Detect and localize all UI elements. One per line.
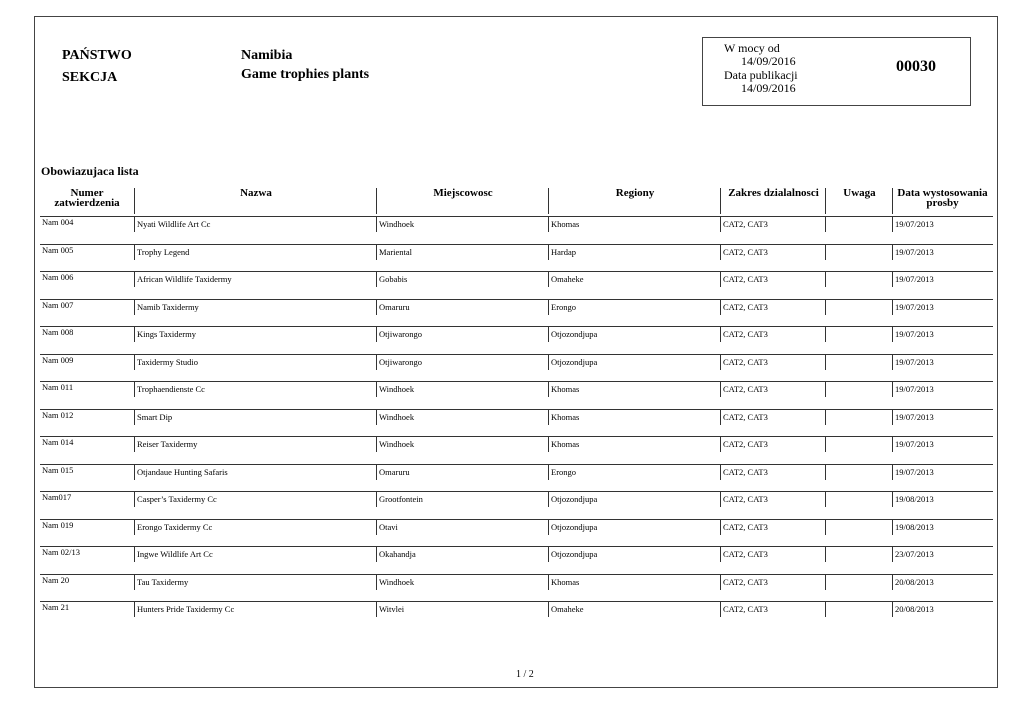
table-cell: CAT2, CAT3 bbox=[723, 356, 768, 367]
cell-divider bbox=[548, 216, 549, 232]
cell-divider bbox=[548, 381, 549, 397]
cell-divider bbox=[892, 491, 893, 507]
table-cell: Khomas bbox=[551, 576, 580, 587]
table-cell: Nam 014 bbox=[42, 437, 74, 447]
table-cell: CAT2, CAT3 bbox=[723, 384, 768, 394]
cell-divider bbox=[892, 464, 893, 480]
cell-divider bbox=[548, 491, 549, 507]
cell-divider bbox=[548, 244, 549, 260]
table-cell: 19/07/2013 bbox=[895, 219, 934, 229]
cell-divider bbox=[134, 381, 135, 397]
table-cell: 19/07/2013 bbox=[895, 329, 934, 339]
cell-divider bbox=[376, 574, 377, 590]
table-cell: Omaheke bbox=[551, 604, 584, 614]
table-row bbox=[40, 244, 993, 272]
table-cell: Namib Taxidermy bbox=[137, 301, 199, 312]
table-cell: CAT2, CAT3 bbox=[723, 219, 768, 229]
cell-divider bbox=[720, 271, 721, 287]
table-cell: Smart Dip bbox=[137, 411, 173, 422]
table-row bbox=[40, 546, 993, 574]
table-cell: Nam 02/13 bbox=[42, 547, 81, 557]
table-cell: Nam017 bbox=[42, 492, 72, 502]
cell-divider bbox=[892, 271, 893, 287]
table-cell: Nam 011 bbox=[42, 382, 74, 392]
cell-divider bbox=[825, 601, 826, 617]
row-divider bbox=[40, 601, 993, 602]
row-divider bbox=[40, 491, 993, 492]
column-divider bbox=[548, 188, 549, 214]
column-header: Regiony bbox=[615, 187, 655, 199]
cell-divider bbox=[720, 574, 721, 590]
table-cell: Otjozondjupa bbox=[551, 356, 598, 367]
table-cell: Nam 012 bbox=[42, 409, 74, 420]
table-cell: CAT2, CAT3 bbox=[723, 604, 768, 614]
table-cell: Nam 21 bbox=[42, 602, 70, 612]
cell-divider bbox=[134, 409, 135, 425]
table-cell: Otjozondjupa bbox=[551, 494, 598, 504]
cell-divider bbox=[892, 354, 893, 370]
table-cell: CAT2, CAT3 bbox=[723, 521, 768, 532]
table-cell: Erongo bbox=[551, 301, 577, 312]
table-cell: Omaruru bbox=[379, 301, 410, 312]
table-cell: Otjiwarongo bbox=[379, 329, 422, 339]
cell-divider bbox=[376, 271, 377, 287]
table-cell: Hunters Pride Taxidermy Cc bbox=[137, 604, 235, 614]
cell-divider bbox=[720, 464, 721, 480]
table-cell: Tau Taxidermy bbox=[137, 576, 189, 587]
row-divider bbox=[40, 381, 993, 382]
table-cell: 19/08/2013 bbox=[895, 521, 934, 532]
cell-divider bbox=[548, 546, 549, 562]
cell-divider bbox=[134, 546, 135, 562]
row-divider bbox=[40, 546, 993, 547]
table-cell: 19/08/2013 bbox=[895, 494, 934, 504]
cell-divider bbox=[548, 409, 549, 425]
table-cell: Mariental bbox=[379, 246, 413, 257]
table-cell: Okahandja bbox=[379, 549, 416, 559]
cell-divider bbox=[376, 519, 377, 535]
cell-divider bbox=[720, 216, 721, 232]
table-cell: Casper’s Taxidermy Cc bbox=[137, 494, 217, 504]
table-cell: 19/07/2013 bbox=[895, 384, 934, 394]
cell-divider bbox=[134, 244, 135, 260]
cell-divider bbox=[134, 519, 135, 535]
cell-divider bbox=[720, 601, 721, 617]
cell-divider bbox=[825, 574, 826, 590]
row-divider bbox=[40, 519, 993, 520]
row-divider bbox=[40, 216, 993, 217]
table-cell: Khomas bbox=[551, 411, 580, 422]
cell-divider bbox=[825, 491, 826, 507]
cell-divider bbox=[548, 326, 549, 342]
table-cell: Khomas bbox=[551, 384, 580, 394]
table-cell: Nam 20 bbox=[42, 574, 70, 585]
cell-divider bbox=[134, 271, 135, 287]
table-cell: Windhoek bbox=[379, 219, 415, 229]
table-cell: Otavi bbox=[379, 521, 398, 532]
table-cell: 23/07/2013 bbox=[895, 549, 934, 559]
table-cell: Omaheke bbox=[551, 274, 584, 284]
table-cell: 19/07/2013 bbox=[895, 301, 934, 312]
table-cell: Nyati Wildlife Art Cc bbox=[137, 219, 211, 229]
cell-divider bbox=[376, 354, 377, 370]
cell-divider bbox=[825, 299, 826, 315]
table-cell: Otjiwarongo bbox=[379, 356, 422, 367]
table-cell: Reiser Taxidermy bbox=[137, 439, 198, 449]
cell-divider bbox=[548, 574, 549, 590]
table-cell: CAT2, CAT3 bbox=[723, 576, 768, 587]
cell-divider bbox=[548, 299, 549, 315]
cell-divider bbox=[720, 299, 721, 315]
table-cell: CAT2, CAT3 bbox=[723, 411, 768, 422]
cell-divider bbox=[134, 436, 135, 452]
cell-divider bbox=[376, 409, 377, 425]
cell-divider bbox=[134, 601, 135, 617]
valid-from-label: W mocy od bbox=[724, 41, 780, 55]
cell-divider bbox=[720, 519, 721, 535]
section-label: SEKCJA bbox=[62, 70, 118, 85]
cell-divider bbox=[376, 326, 377, 342]
table-cell: Kings Taxidermy bbox=[137, 329, 196, 339]
table-row bbox=[40, 381, 993, 409]
column-divider bbox=[134, 188, 135, 214]
cell-divider bbox=[376, 436, 377, 452]
cell-divider bbox=[548, 464, 549, 480]
table-cell: 20/08/2013 bbox=[895, 604, 934, 614]
pagination: 1 / 2 bbox=[516, 669, 534, 680]
cell-divider bbox=[548, 271, 549, 287]
table-cell: 19/07/2013 bbox=[895, 356, 934, 367]
column-header: Nazwa bbox=[240, 187, 272, 199]
cell-divider bbox=[134, 354, 135, 370]
table-row bbox=[40, 326, 993, 354]
table-cell: Ingwe Wildlife Art Cc bbox=[137, 549, 213, 559]
row-divider bbox=[40, 326, 993, 327]
table-row bbox=[40, 601, 993, 629]
table-cell: Nam 019 bbox=[42, 519, 74, 530]
cell-divider bbox=[134, 464, 135, 480]
table-cell: Khomas bbox=[551, 439, 580, 449]
table-cell: Windhoek bbox=[379, 384, 415, 394]
column-header: Miejscowosc bbox=[433, 187, 493, 199]
table-cell: Erongo bbox=[551, 466, 577, 477]
table-cell: 19/07/2013 bbox=[895, 274, 934, 284]
cell-divider bbox=[720, 546, 721, 562]
table-cell: Windhoek bbox=[379, 439, 415, 449]
cell-divider bbox=[376, 601, 377, 617]
table-cell: CAT2, CAT3 bbox=[723, 301, 768, 312]
cell-divider bbox=[720, 491, 721, 507]
cell-divider bbox=[892, 409, 893, 425]
table-cell: Nam 005 bbox=[42, 244, 74, 255]
country-value: Namibia bbox=[241, 48, 293, 63]
row-divider bbox=[40, 354, 993, 355]
table-row bbox=[40, 464, 993, 492]
table-cell: 19/07/2013 bbox=[895, 466, 934, 477]
table-cell: CAT2, CAT3 bbox=[723, 246, 768, 257]
table-cell: Windhoek bbox=[379, 411, 415, 422]
cell-divider bbox=[376, 216, 377, 232]
cell-divider bbox=[720, 381, 721, 397]
table-cell: CAT2, CAT3 bbox=[723, 466, 768, 477]
cell-divider bbox=[548, 601, 549, 617]
table-cell: Otjozondjupa bbox=[551, 521, 598, 532]
table-cell: Nam 008 bbox=[42, 327, 74, 337]
cell-divider bbox=[892, 574, 893, 590]
table-cell: Nam 006 bbox=[42, 272, 74, 282]
cell-divider bbox=[720, 354, 721, 370]
table-cell: Trophy Legend bbox=[137, 246, 190, 257]
row-divider bbox=[40, 409, 993, 410]
table-row bbox=[40, 491, 993, 519]
cell-divider bbox=[825, 381, 826, 397]
table-cell: Gobabis bbox=[379, 274, 408, 284]
row-divider bbox=[40, 436, 993, 437]
cell-divider bbox=[825, 326, 826, 342]
cell-divider bbox=[134, 216, 135, 232]
cell-divider bbox=[720, 409, 721, 425]
cell-divider bbox=[825, 244, 826, 260]
table-cell: Nam 015 bbox=[42, 464, 74, 475]
column-header: Zakres dzialalnosci bbox=[728, 187, 819, 199]
table-cell: CAT2, CAT3 bbox=[723, 439, 768, 449]
table-cell: CAT2, CAT3 bbox=[723, 549, 768, 559]
cell-divider bbox=[825, 216, 826, 232]
cell-divider bbox=[825, 436, 826, 452]
cell-divider bbox=[548, 519, 549, 535]
table-row bbox=[40, 436, 993, 464]
column-divider bbox=[825, 188, 826, 214]
cell-divider bbox=[892, 299, 893, 315]
table-cell: Otjandaue Hunting Safaris bbox=[137, 466, 228, 477]
table-cell: Khomas bbox=[551, 219, 580, 229]
cell-divider bbox=[376, 244, 377, 260]
column-divider bbox=[720, 188, 721, 214]
table-row bbox=[40, 519, 993, 547]
cell-divider bbox=[376, 546, 377, 562]
cell-divider bbox=[376, 491, 377, 507]
table-row bbox=[40, 574, 993, 602]
cell-divider bbox=[548, 354, 549, 370]
table-cell: Windhoek bbox=[379, 576, 415, 587]
cell-divider bbox=[134, 326, 135, 342]
cell-divider bbox=[825, 354, 826, 370]
column-header: Numer zatwierdzenia bbox=[54, 187, 120, 209]
cell-divider bbox=[892, 519, 893, 535]
table-row bbox=[40, 409, 993, 437]
cell-divider bbox=[892, 436, 893, 452]
cell-divider bbox=[720, 436, 721, 452]
table-cell: Taxidermy Studio bbox=[137, 356, 199, 367]
cell-divider bbox=[825, 546, 826, 562]
table-cell: Erongo Taxidermy Cc bbox=[137, 521, 213, 532]
cell-divider bbox=[720, 326, 721, 342]
column-divider bbox=[376, 188, 377, 214]
cell-divider bbox=[720, 244, 721, 260]
section-value: Game trophies plants bbox=[241, 67, 370, 82]
table-cell: Witvlei bbox=[379, 604, 405, 614]
column-header: Uwaga bbox=[843, 187, 876, 199]
table-cell: CAT2, CAT3 bbox=[723, 274, 768, 284]
cell-divider bbox=[892, 546, 893, 562]
validity-box bbox=[702, 37, 971, 106]
table-cell: African Wildlife Taxidermy bbox=[137, 274, 232, 284]
cell-divider bbox=[376, 464, 377, 480]
table-row bbox=[40, 271, 993, 299]
cell-divider bbox=[892, 326, 893, 342]
cell-divider bbox=[376, 381, 377, 397]
table-cell: CAT2, CAT3 bbox=[723, 494, 768, 504]
row-divider bbox=[40, 464, 993, 465]
cell-divider bbox=[892, 216, 893, 232]
valid-from-date: 14/09/2016 bbox=[741, 54, 796, 68]
table-cell: Nam 007 bbox=[42, 299, 74, 310]
cell-divider bbox=[376, 299, 377, 315]
cell-divider bbox=[134, 574, 135, 590]
cell-divider bbox=[825, 409, 826, 425]
table-cell: Trophaendienste Cc bbox=[137, 384, 205, 394]
cell-divider bbox=[892, 244, 893, 260]
cell-divider bbox=[825, 519, 826, 535]
table-row bbox=[40, 216, 993, 244]
table-cell: Otjozondjupa bbox=[551, 549, 598, 559]
cell-divider bbox=[548, 436, 549, 452]
published-label: Data publikacji bbox=[724, 68, 798, 82]
cell-divider bbox=[134, 299, 135, 315]
table-cell: 19/07/2013 bbox=[895, 411, 934, 422]
cell-divider bbox=[825, 464, 826, 480]
cell-divider bbox=[825, 271, 826, 287]
table-cell: Nam 004 bbox=[42, 217, 74, 227]
list-title: Obowiazujaca lista bbox=[41, 164, 139, 178]
table-cell: 20/08/2013 bbox=[895, 576, 934, 587]
published-date: 14/09/2016 bbox=[741, 81, 796, 95]
table-cell: Grootfontein bbox=[379, 494, 423, 504]
table-cell: Hardap bbox=[551, 246, 577, 257]
cell-divider bbox=[892, 601, 893, 617]
table-cell: 19/07/2013 bbox=[895, 439, 934, 449]
row-divider bbox=[40, 271, 993, 272]
table-cell: Nam 009 bbox=[42, 354, 74, 365]
column-divider bbox=[892, 188, 893, 214]
table-cell: Omaruru bbox=[379, 466, 410, 477]
row-divider bbox=[40, 299, 993, 300]
table-cell: 19/07/2013 bbox=[895, 246, 934, 257]
cell-divider bbox=[134, 491, 135, 507]
row-divider bbox=[40, 574, 993, 575]
table-row bbox=[40, 354, 993, 382]
cell-divider bbox=[892, 381, 893, 397]
list-number: 00030 bbox=[896, 58, 936, 75]
table-cell: CAT2, CAT3 bbox=[723, 329, 768, 339]
row-divider bbox=[40, 244, 993, 245]
country-label: PAŃSTWO bbox=[62, 48, 132, 63]
table-cell: Otjozondjupa bbox=[551, 329, 598, 339]
column-header: Data wystosowania prosby bbox=[897, 187, 988, 209]
table-row bbox=[40, 299, 993, 327]
